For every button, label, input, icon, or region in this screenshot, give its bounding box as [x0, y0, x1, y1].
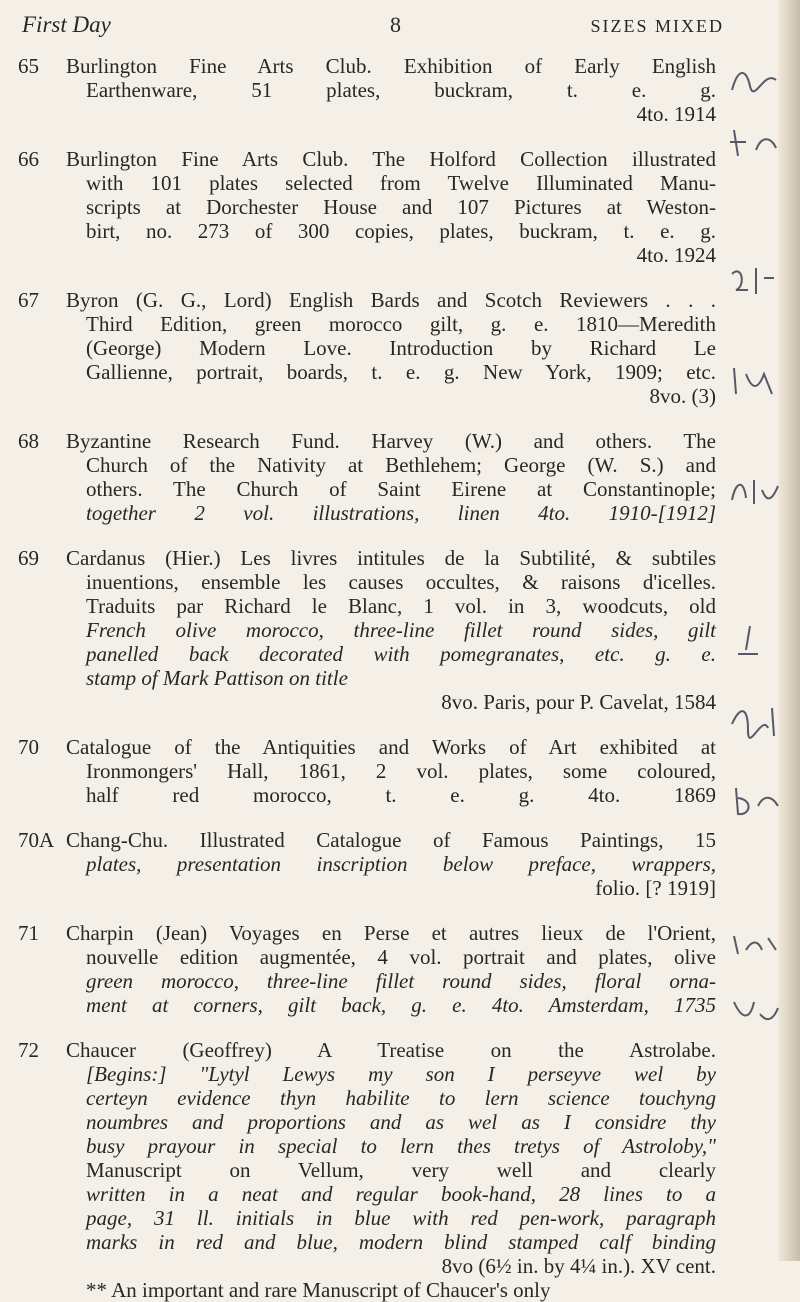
handwritten-note-icon [728, 260, 780, 304]
lot-number: 67 [18, 288, 39, 312]
entry-line: panelled back decorated with pomegranates, etc. g. e. [86, 642, 716, 666]
running-head-day: First Day [22, 12, 111, 37]
entry-line: Ironmongers' Hall, 1861, 2 vol. plates, some coloured, [86, 759, 716, 783]
catalogue-entry [0, 1038, 720, 1302]
entry-line: page, 31 ll. initials in blue with red pen-work, paragraph [86, 1206, 716, 1230]
entry-line: Earthenware, 51 plates, buckram, t. e. g. [86, 78, 716, 102]
lot-number: 70 [18, 735, 39, 759]
entry-line: Burlington Fine Arts Club. Exhibition of Early English [66, 54, 716, 78]
catalogue-entry [0, 288, 720, 408]
handwritten-note-icon [728, 360, 780, 404]
entry-line: others. The Church of Saint Eirene at Constantinople; [86, 477, 716, 501]
entry-line: Traduits par Richard le Blanc, 1 vol. in 3, woodcuts, old [86, 594, 716, 618]
lot-number: 65 [18, 54, 39, 78]
handwritten-note-icon [728, 120, 780, 164]
entry-line: certeyn evidence thyn habilite to lern science touchyng [86, 1086, 716, 1110]
entry-line: 4to. 1924 [636, 243, 716, 267]
catalogue-entry [0, 921, 720, 1017]
entry-line: 8vo. (3) [649, 384, 716, 408]
lot-number: 71 [18, 921, 39, 945]
entry-line: 8vo (6½ in. by 4¼ in.). XV cent. [441, 1254, 716, 1278]
entry-line: busy prayour in special to lern thes tretys of Astroloby," [86, 1134, 716, 1158]
entry-line: ** An important and rare Manuscript of Chaucer's only [86, 1278, 551, 1302]
handwritten-note-icon [728, 780, 780, 824]
entry-line: 4to. 1914 [636, 102, 716, 126]
entry-line: scripts at Dorchester House and 107 Pictures at Weston- [86, 195, 716, 219]
catalogue-entry [0, 147, 720, 267]
catalogue-entry [0, 429, 720, 525]
running-head-section: SIZES MIXED [590, 16, 724, 36]
catalogue-entry [0, 735, 720, 807]
entry-line: Chang-Chu. Illustrated Catalogue of Famous Paintings, 15 [66, 828, 716, 852]
entry-line: Chaucer (Geoffrey) A Treatise on the Astrolabe. [66, 1038, 716, 1062]
entry-line: inuentions, ensemble les causes occultes, & raisons d'icelles. [86, 570, 716, 594]
entry-line: (George) Modern Love. Introduction by Richard Le [86, 336, 716, 360]
entry-line: plates, presentation inscription below preface, wrappers, [86, 852, 716, 876]
entry-line: French olive morocco, three-line fillet round sides, gilt [86, 618, 716, 642]
catalogue-entries [0, 54, 720, 1302]
entry-line: Charpin (Jean) Voyages en Perse et autres lieux de l'Orient, [66, 921, 716, 945]
entry-line: 8vo. Paris, pour P. Cavelat, 1584 [441, 690, 716, 714]
entry-line: Church of the Nativity at Bethlehem; George (W. S.) and [86, 453, 716, 477]
entry-line: marks in red and blue, modern blind stamped calf binding [86, 1230, 716, 1254]
entry-line: Manuscript on Vellum, very well and clearly [86, 1158, 716, 1182]
catalogue-entry [0, 54, 720, 126]
entry-line: stamp of Mark Pattison on title [86, 666, 348, 690]
entry-line: ment at corners, gilt back, g. e. 4to. Amsterdam, 1735 [86, 993, 716, 1017]
entry-line: Burlington Fine Arts Club. The Holford Collection illustrated [66, 147, 716, 171]
lot-number: 69 [18, 546, 39, 570]
lot-number: 68 [18, 429, 39, 453]
entry-line: Byron (G. G., Lord) English Bards and Scotch Reviewers . . . [66, 288, 716, 312]
page-header [22, 12, 724, 46]
entry-line: noumbres and proportions and as wel as I considre thy [86, 1110, 716, 1134]
lot-number: 66 [18, 147, 39, 171]
entry-line: written in a neat and regular book-hand, 28 lines to a [86, 1182, 716, 1206]
lot-number: 70A [18, 828, 55, 852]
page-edge [778, 0, 800, 1261]
catalogue-entry [0, 828, 720, 900]
page-number: 8 [390, 12, 401, 37]
catalogue-entry [0, 546, 720, 714]
entry-line: Gallienne, portrait, boards, t. e. g. New York, 1909; etc. [86, 360, 716, 384]
entry-line: with 101 plates selected from Twelve Illuminated Manu- [86, 171, 716, 195]
entry-line: [Begins:] "Lytyl Lewys my son I perseyve wel by [86, 1062, 716, 1086]
entry-line: Cardanus (Hier.) Les livres intitules de la Subtilité, & subtiles [66, 546, 716, 570]
entry-line: Third Edition, green morocco gilt, g. e. 1810—Meredith [86, 312, 716, 336]
handwritten-note-icon [728, 920, 780, 964]
entry-line: Catalogue of the Antiquities and Works of Art exhibited at [66, 735, 716, 759]
handwritten-note-icon [728, 990, 780, 1034]
entry-line: together 2 vol. illustrations, linen 4to. 1910-[1912] [86, 501, 716, 525]
handwritten-note-icon [728, 60, 780, 104]
handwritten-note-icon [728, 700, 780, 744]
entry-line: half red morocco, t. e. g. 4to. 1869 [86, 783, 716, 807]
entry-line: nouvelle edition augmentée, 4 vol. portrait and plates, olive [86, 945, 716, 969]
entry-line: birt, no. 273 of 300 copies, plates, buckram, t. e. g. [86, 219, 716, 243]
entry-line: folio. [? 1919] [595, 876, 716, 900]
handwritten-note-icon [728, 470, 780, 514]
handwritten-note-icon [728, 620, 780, 664]
entry-line: Byzantine Research Fund. Harvey (W.) and others. The [66, 429, 716, 453]
entry-line: green morocco, three-line fillet round sides, floral orna- [86, 969, 716, 993]
lot-number: 72 [18, 1038, 39, 1062]
